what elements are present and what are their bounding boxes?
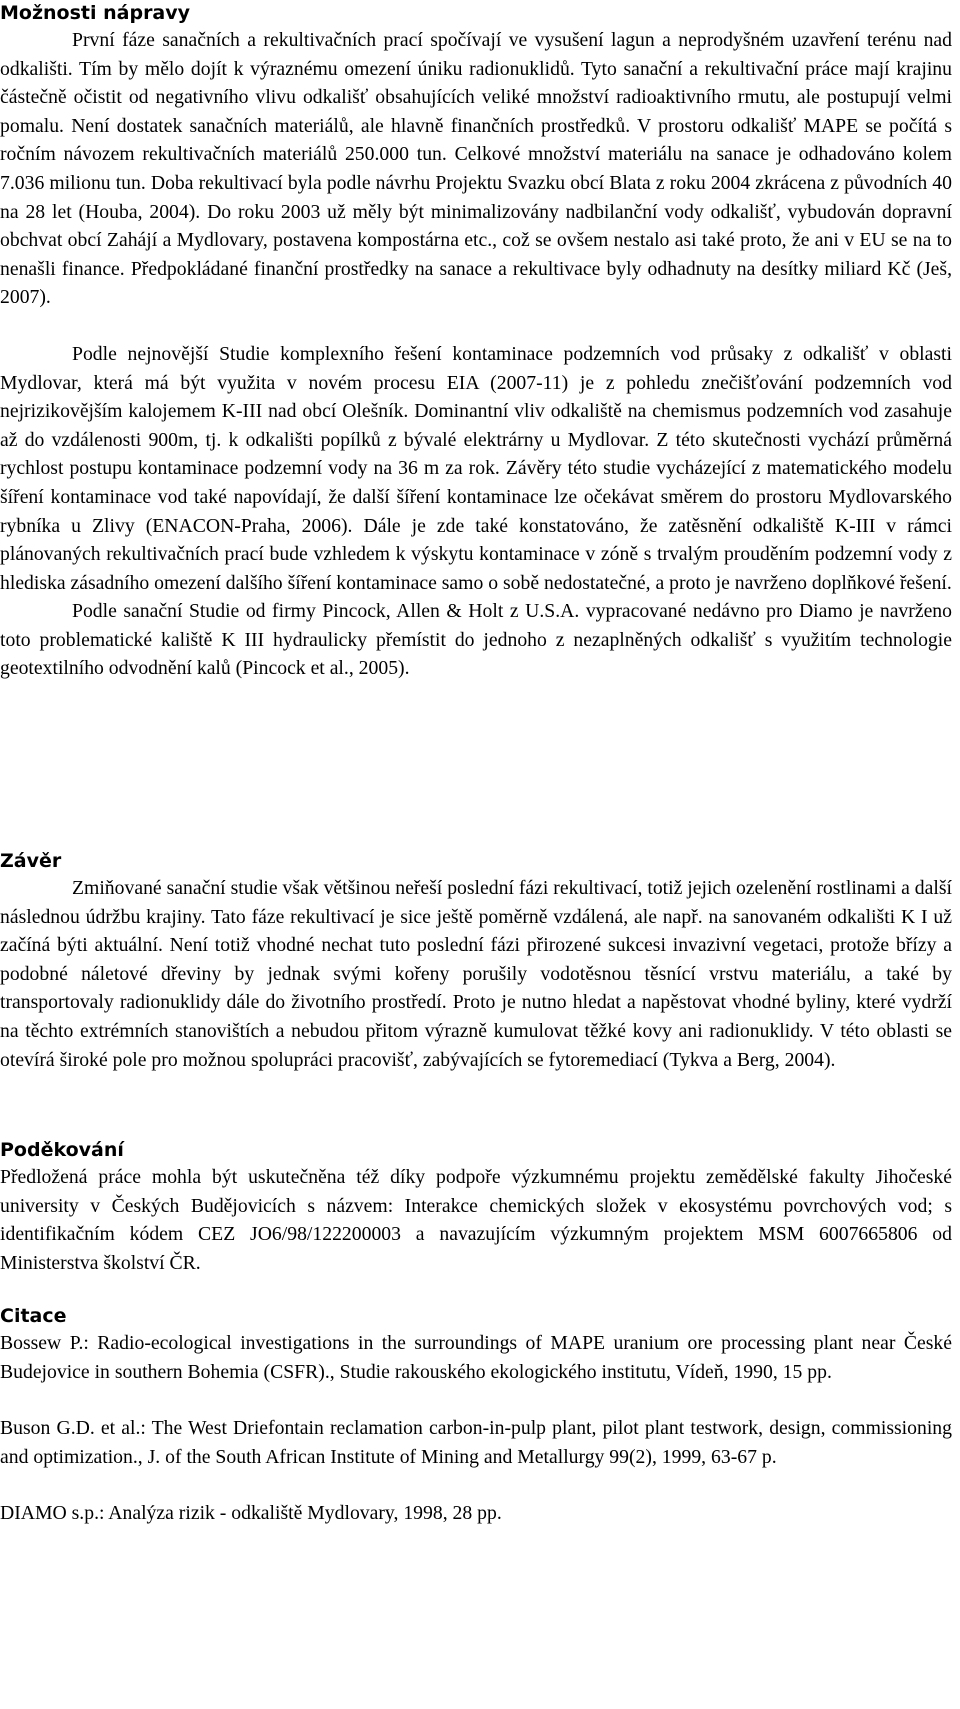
section-zaver	[0, 848, 952, 1074]
section-heading: Možnosti nápravy	[0, 2, 191, 24]
reference-item: Buson G.D. et al.: The West Driefontain reclamation carbon-in-pulp plant, pilot plant testwork, design, commissioning and optimization., J. of the South African Institute of Mining and Metallurgy 99(2), 1999, 63-67 p.	[0, 1417, 952, 1468]
reference-item: Bossew P.: Radio-ecological investigations in the surroundings of MAPE uranium ore processing plant near České Budejovice in southern Bohemia (CSFR)., Studie rakouského ekologického institutu, Vídeň, 1990, 15 pp.	[0, 1332, 952, 1383]
section-heading: Závěr	[0, 850, 62, 872]
section-heading: Poděkování	[0, 1139, 124, 1161]
section-citace	[0, 1303, 952, 1528]
paragraph: Zmiňované sanační studie však většinou neřeší poslední fázi rekultivací, totiž jejich ozelenění rostlinami a další následnou údržbu krajiny. Tato fáze rekultivací je sice ještě poměrně vzdálená, ale např. na sanovaném odkališti K I už začíná býti aktuální. Není totiž vhodné nechat tuto poslední fázi přirozené sukcesi invazivní vegetaci, protože břízy a podobné náletové dřeviny by jednak svými kořeny porušily vodotěsnou těsnící vrstvu materiálu, a také by transportovaly radionuklidy dále do životního prostředí. Proto je nutno hledat a napěstovat vhodné byliny, které vydrží na těchto extrémních stanovištích a nebudou přitom výrazně kumulovat těžké kovy ani radionuklidy. V této oblasti se otevírá široké pole pro možnou spolupráci pracovišť, zabývajících se fytoremediací (Tykva a Berg, 2004).	[0, 877, 952, 1071]
paragraph: První fáze sanačních a rekultivačních prací spočívají ve vysušení lagun a neprodyšném uzavření terénu nad odkališti. Tím by mělo dojít k výraznému omezení úniku radionuklidů. Tyto sanační a rekultivační práce mají krajinu částečně očistit od negativního vlivu odkališť obsahujících veliké množství radioaktivního rmutu, ale postupují velmi pomalu. Není dostatek sanačních materiálů, ale hlavně finančních prostředků. V prostoru odkališť MAPE se počítá s ročním návozem rekultivačních materiálů 250.000 tun. Celkové množství materiálu na sanace je odhadováno kolem 7.036 milionu tun. Doba rekultivací byla podle návrhu Projektu Svazku obcí Blata z roku 2004 zkrácena z původních 40 na 28 let (Houba, 2004). Do roku 2003 už měly být minimalizovány nadbilanční vody odkališť, vybudován dopravní obchvat obcí Zahájí a Mydlovary, postavena kompostárna etc., což se ovšem nestalo asi také proto, že ani v EU se na to nenašli finance. Předpokládané finanční prostředky na sanace a rekultivace byly odhadnuty na desítky miliard Kč (Ješ, 2007).	[0, 29, 952, 309]
paragraph: Podle sanační Studie od firmy Pincock, Allen & Holt z U.S.A. vypracované nedávno pro Diamo je navrženo toto problematické kaliště K III hydraulicky přemístit do jednoho z nezaplněných odkališť s využitím technologie geotextilního odvodnění kalů (Pincock et al., 2005).	[0, 600, 952, 680]
section-podekovani	[0, 1137, 952, 1277]
paragraph: Podle nejnovější Studie komplexního řešení kontaminace podzemních vod průsaky z odkališť v oblasti Mydlovar, která má být využita v novém procesu EIA (2007-11) je z pohledu znečišťování podzemních vod nejrizikovějším kalojemem K-III nad obcí Olešník. Dominantní vliv odkaliště na chemismus podzemních vod zasahuje až do vzdálenosti 900m, tj. k odkališti popílků z bývalé elektrárny u Mydlovar. Z této skutečnosti vychází průměrná rychlost postupu kontaminace podzemní vody na 36 m za rok. Závěry této studie vycházející z matematického modelu šíření kontaminace vod také napovídají, že další šíření kontaminace lze očekávat směrem do prostoru Mydlovarského rybníka u Zlivy (ENACON-Praha, 2006). Dále je zde také konstatováno, že zatěsnění odkaliště K-III v rámci plánovaných rekultivačních prací bude vzhledem k výskytu kontaminace v zóně s trvalým prouděním podzemní vody z hlediska zásadního omezení dalšího šíření kontaminace samo o sobě nedostatečné, a proto je navrženo doplňkové řešení.	[0, 342, 952, 594]
section-heading: Citace	[0, 1305, 67, 1327]
paragraph: Předložená práce mohla být uskutečněna též díky podpoře výzkumnému projektu zemědělské fakulty Jihočeské university v Českých Budějovicích s názvem: Interakce chemických složek v ekosystému povrchových vod; s identifikačním kódem CEZ JO6/98/122200003 a navazujícím výzkumným projektem MSM 6007665806 od Ministerstva školství ČR.	[0, 1166, 952, 1274]
section-moznosti-napravy	[0, 0, 952, 683]
reference-item: DIAMO s.p.: Analýza rizik - odkaliště Mydlovary, 1998, 28 pp.	[0, 1502, 502, 1525]
